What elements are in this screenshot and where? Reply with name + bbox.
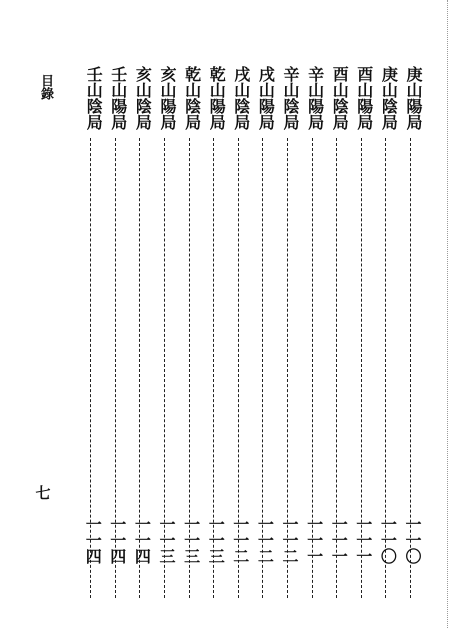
toc-entry-page: 一一四: [107, 516, 127, 564]
toc-entry: [80, 66, 102, 586]
toc-entry-title: 酉山陰局: [330, 66, 350, 130]
toc-entry-title: 辛山陽局: [305, 66, 325, 130]
toc-entry-title: 壬山陽局: [108, 66, 128, 130]
toc-entry: [179, 66, 201, 586]
toc-entry-title: 乾山陰局: [182, 66, 202, 130]
toc-entry: [326, 66, 348, 586]
toc-entry: [154, 66, 176, 586]
toc-entry-title: 戌山陽局: [256, 66, 276, 130]
toc-entry-page: 一一三: [181, 516, 201, 564]
toc-entry-page: 一一三: [206, 516, 226, 564]
toc-entry-page: 一一一: [304, 516, 324, 564]
binding-edge-line: [447, 0, 448, 628]
toc-entry: [228, 66, 250, 586]
toc-entry-title: 亥山陰局: [133, 66, 153, 130]
toc-entry: [277, 66, 299, 586]
toc-entry-title: 亥山陽局: [158, 66, 177, 130]
toc-entry-title: 辛山陰局: [281, 66, 300, 130]
toc-entry: [351, 66, 373, 586]
toc-entry-page: 一一一: [353, 516, 373, 564]
toc-entry-page: 一一三: [157, 516, 176, 564]
toc-entry: [302, 66, 324, 586]
toc-entry-title: 戌山陰局: [231, 66, 251, 130]
toc-entry-title: 乾山陽局: [207, 66, 227, 130]
folio-number: 七: [35, 484, 51, 502]
toc-entry-page: 一一二: [230, 516, 250, 564]
toc-entry-page: 一一一: [329, 516, 349, 564]
toc-entry-page: 一一四: [132, 516, 152, 564]
toc-entry: [375, 66, 397, 586]
toc-entry-title: 庚山陰局: [379, 66, 399, 130]
toc-entry: [203, 66, 225, 586]
toc-entry-page: 一一四: [83, 516, 103, 564]
toc-entry-page: 一一二: [255, 516, 275, 564]
toc-entry: [105, 66, 127, 586]
toc-entry-page: 一一〇: [403, 516, 422, 564]
toc-entry: [252, 66, 274, 586]
side-header: 目錄: [38, 74, 53, 100]
toc-entry-title: 庚山陽局: [404, 66, 423, 130]
toc-entry-title: 壬山陰局: [84, 66, 104, 130]
toc-entry: [129, 66, 151, 586]
toc-entry-title: 酉山陽局: [354, 66, 374, 130]
toc-entry-page: 一一二: [280, 516, 299, 564]
toc-entry: [400, 66, 422, 586]
toc-entry-page: 一一〇: [378, 516, 398, 564]
